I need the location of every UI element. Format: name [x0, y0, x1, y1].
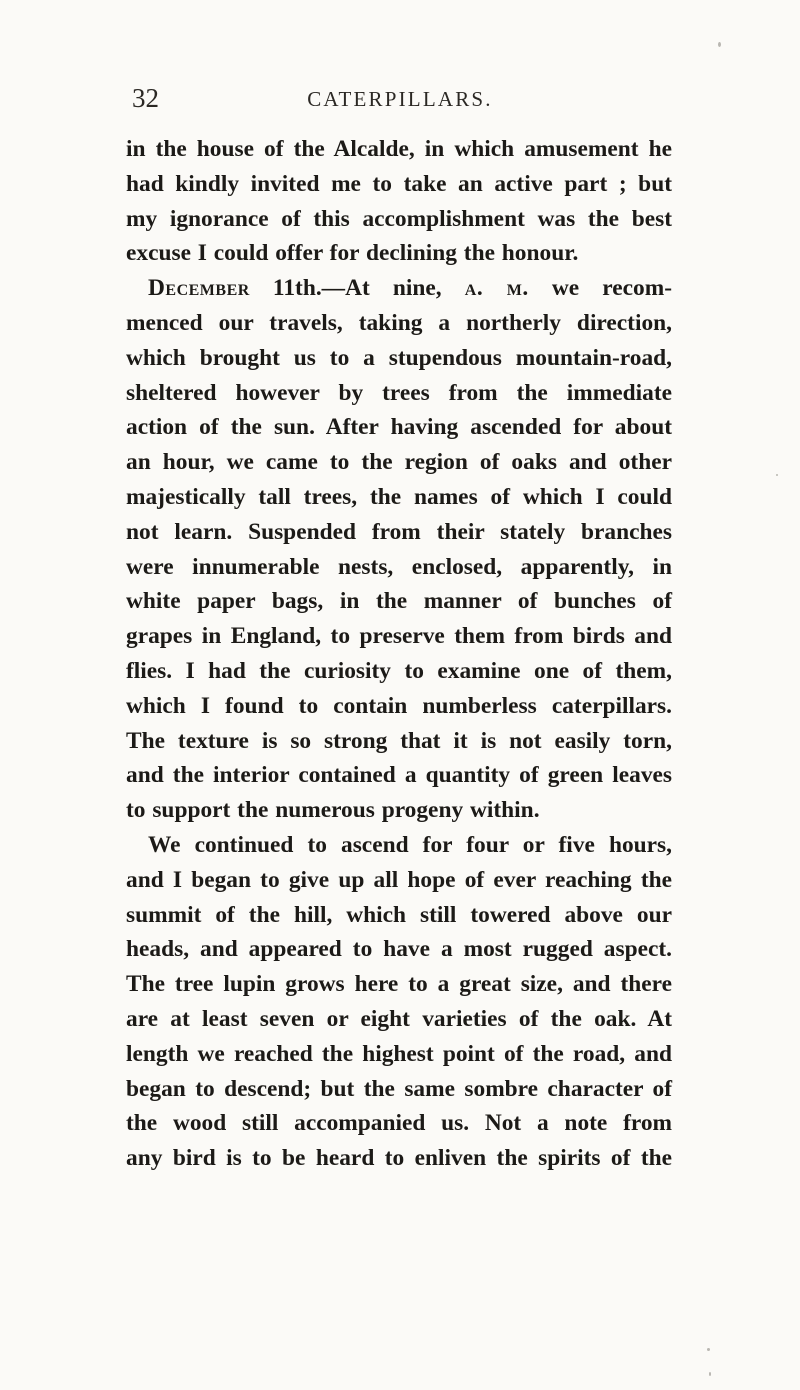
text-line-date — [126, 271, 672, 306]
text-line: heads, and appeared to have a most rugged aspect. — [126, 936, 672, 963]
text-line: in the house of the Alcalde, in which amusement he — [126, 136, 672, 162]
body-text — [126, 132, 672, 1176]
text-line: not learn. Suspended from their stately branches — [126, 518, 672, 545]
text-line: the wood still accompanied us. Not a note from — [126, 1110, 672, 1137]
text-line: action of the sun. After having ascended for about — [126, 414, 672, 441]
text-line: white paper bags, in the manner of bunches of — [126, 588, 672, 615]
paper-speck — [709, 1372, 711, 1376]
text-line: any bird is to be heard to enliven the spirits of the — [126, 1145, 672, 1172]
date-label: December — [148, 275, 250, 302]
text-line: sheltered however by trees from the immediate — [126, 379, 672, 406]
text-line: began to descend; but the same sombre character of — [126, 1075, 672, 1102]
text-line: which I found to contain numberless caterpillars. — [126, 692, 672, 719]
paper-speck — [718, 42, 721, 47]
date-tail: we recom- — [528, 275, 672, 302]
text-line: excuse I could offer for declining the honour. — [126, 240, 579, 267]
page-header — [0, 78, 800, 118]
paper-speck — [776, 474, 778, 476]
text-line: and the interior contained a quantity of green leaves — [126, 762, 672, 789]
text-line: an hour, we came to the region of oaks and other — [126, 449, 672, 476]
text-line: had kindly invited me to take an active part ; but — [126, 170, 672, 197]
text-line: flies. I had the curiosity to examine one of them, — [126, 657, 672, 684]
text-line: summit of the hill, which still towered above our — [126, 901, 672, 928]
text-line: majestically tall trees, the names of which I could — [126, 483, 672, 510]
time-abbrev: a. m. — [464, 275, 529, 302]
text-line: grapes in England, to preserve them from birds and — [126, 623, 672, 650]
text-line: The texture is so strong that it is not easily torn, — [126, 727, 672, 754]
running-head: CATERPILLARS. — [307, 87, 493, 111]
page-number: 32 — [132, 83, 159, 113]
text-line: and I began to give up all hope of ever reaching the — [126, 866, 672, 893]
date-text: 11th.—At nine, — [249, 275, 465, 302]
text-line: were innumerable nests, enclosed, apparently, in — [126, 553, 672, 580]
text-line: We continued to ascend for four or five hours, — [148, 831, 672, 858]
text-line: to support the numerous progeny within. — [126, 797, 540, 824]
text-line: my ignorance of this accomplishment was the best — [126, 205, 672, 232]
text-line: length we reached the highest point of the road, and — [126, 1040, 672, 1067]
text-line: The tree lupin grows here to a great size, and there — [126, 971, 672, 998]
text-line: which brought us to a stupendous mountain-road, — [126, 344, 672, 371]
text-line: menced our travels, taking a northerly direction, — [126, 309, 672, 336]
paper-speck — [707, 1348, 710, 1351]
text-line: are at least seven or eight varieties of the oak. At — [126, 1005, 672, 1032]
